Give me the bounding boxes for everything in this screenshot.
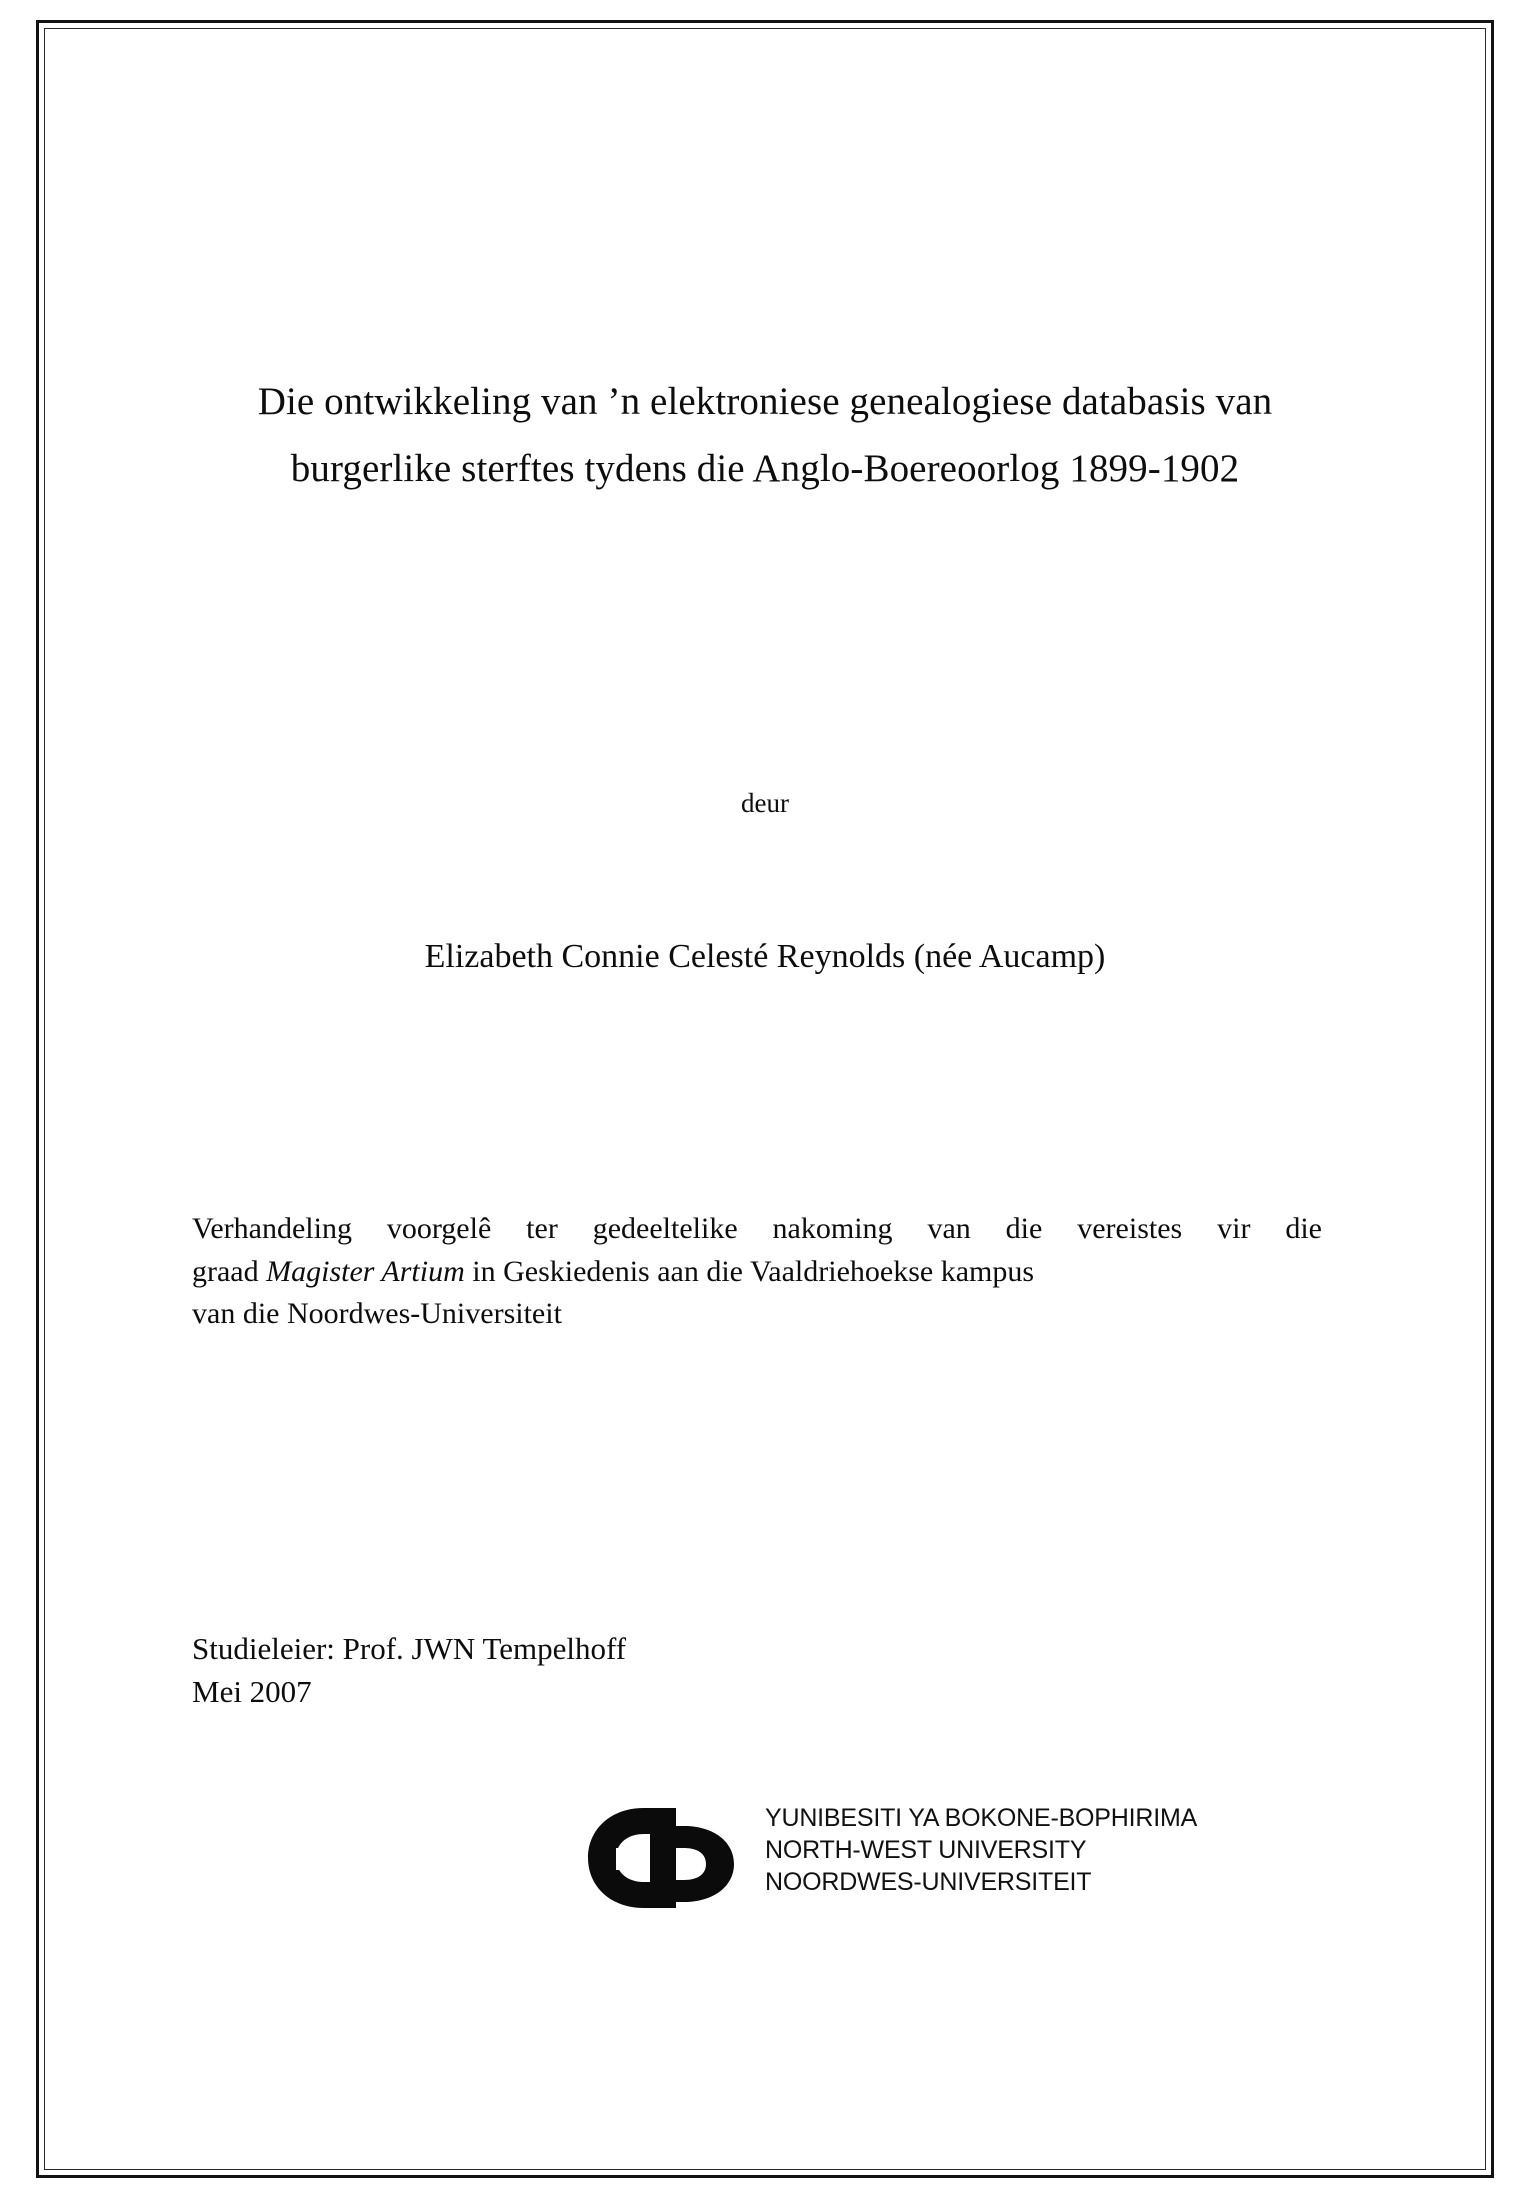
degree-name: Magister Artium [266,1254,465,1288]
by-label: deur [741,788,789,818]
university-name-tswana: YUNIBESITI YA BOKONE-BOPHIRIMA [765,1804,1198,1832]
degree-statement-line-2-pre: graad [192,1254,267,1288]
degree-statement [192,1208,1322,1336]
degree-statement-line-3: van die Noordwes-Universiteit [192,1297,562,1331]
page-title-line-2: burgerlike sterftes tydens die Anglo-Boereoorlog 1899-1902 [290,447,1240,491]
author-name: Elizabeth Connie Celesté Reynolds (née Aucamp) [424,938,1106,975]
university-name-english: NORTH-WEST UNIVERSITY [765,1836,1087,1864]
page-title [180,368,1350,502]
title-page-content [150,28,1380,2168]
degree-statement-line-2 [192,1251,1322,1294]
page-title-line-1: Die ontwikkeling van ’n elektroniese genealogiese databasis van [257,380,1273,423]
nwu-cd-monogram-icon [580,1802,760,1914]
degree-statement-line-2-post: in Geskiedenis aan die Vaaldriehoekse kampus [464,1254,1035,1288]
supervisor-name: Studieleier: Prof. JWN Tempelhoff [192,1631,627,1666]
document-date: Mei 2007 [192,1673,312,1709]
university-logo [580,1796,1240,1926]
university-logo-text [765,1802,1235,1898]
university-name-afrikaans: NOORDWES-UNIVERSITEIT [765,1868,1092,1896]
degree-statement-line-1: Verhandeling voorgelê ter gedeeltelike nakoming van die vereistes vir die [192,1212,1322,1245]
supervisor-block [192,1628,1092,1714]
